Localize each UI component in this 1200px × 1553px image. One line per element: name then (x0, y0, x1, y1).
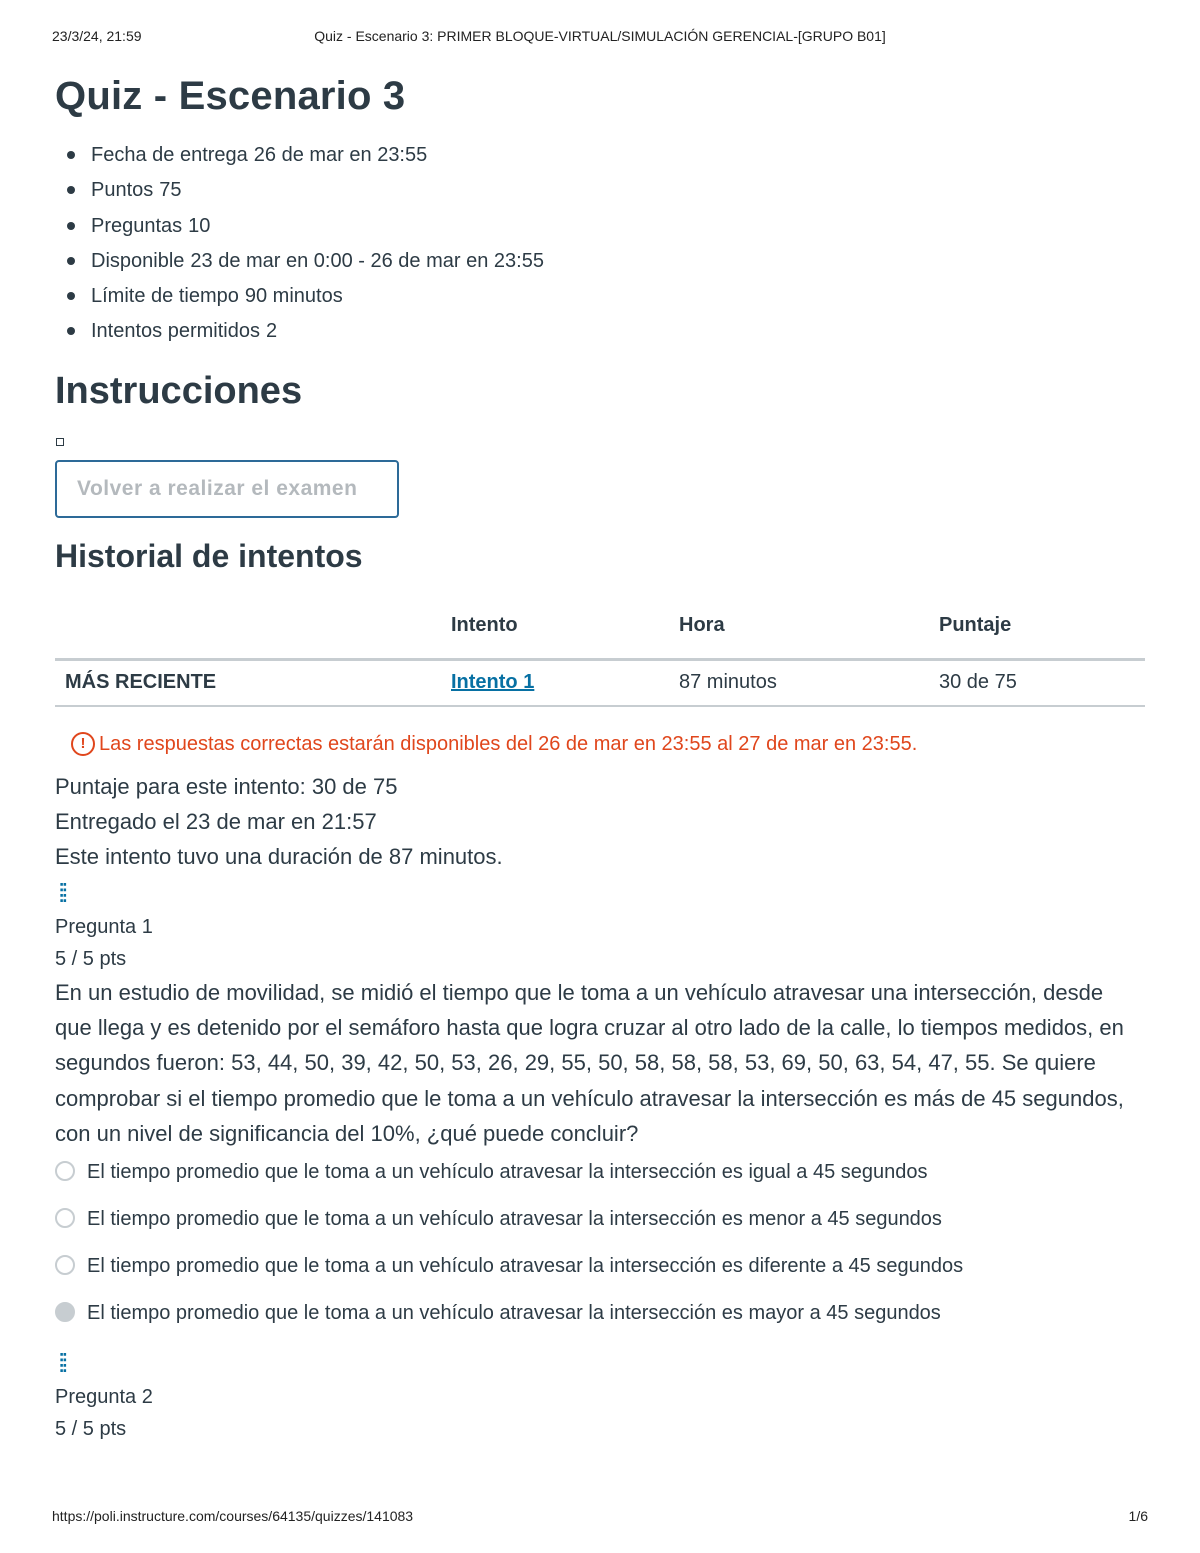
duration-text: Este intento tuvo una duración de 87 minutos. (55, 844, 503, 870)
detail-points (55, 175, 1145, 210)
column-header-score: Puntaje (939, 608, 1145, 660)
question-title: Pregunta 1 (55, 915, 153, 938)
square-icon (56, 438, 64, 446)
radio-button[interactable] (55, 1255, 75, 1275)
attempt-cell (451, 659, 679, 706)
answer-list (55, 1157, 1145, 1345)
quiz-details-list (55, 140, 1145, 352)
detail-label: Disponible (91, 249, 185, 272)
attempt-history-heading: Historial de intentos (55, 537, 363, 574)
detail-value: 26 de mar en 23:55 (253, 144, 428, 166)
column-header-attempt: Intento (451, 608, 679, 660)
answer-text: El tiempo promedio que le toma a un vehículo atravesar la intersección es mayor a 45 segundos (87, 1302, 941, 1325)
submitted-text: Entregado el 23 de mar en 21:57 (55, 809, 377, 835)
column-header-blank (55, 608, 451, 660)
question-text: En un estudio de movilidad, se midió el tiempo que le toma a un vehículo atravesar una intersección, desde que llega y es detenido por el semáforo hasta que logra cruzar al otro lado de la calle, lo tiempos medidos, en segundos fueron: 53, 44, 50, 39, 42, 50, 53, 26, 29, 55, 50, 58, 58, 58, 53, 69, 50, 63, 54, 47, 55. Se quiere comprobar si el tiempo promedio que le toma a un vehículo atravesar la intersección es más de 45 segundos, con un nivel de significancia del 10%, ¿qué puede concluir? (55, 979, 1124, 1146)
print-url: https://poli.instructure.com/courses/64135/quizzes/141083 (52, 1508, 414, 1524)
detail-value: 2 (265, 320, 278, 343)
print-header (0, 28, 1200, 48)
detail-questions (55, 211, 1145, 246)
print-page-number: 1/6 (1128, 1508, 1148, 1524)
answer-text: El tiempo promedio que le toma a un vehículo atravesar la intersección es diferente a 45 segundos (87, 1255, 964, 1278)
detail-value: 10 (188, 214, 211, 237)
attempt-time: 87 minutos (679, 659, 939, 706)
detail-due-date (55, 140, 1145, 175)
attempt-link[interactable]: Intento 1 (451, 671, 535, 694)
answer-text: El tiempo promedio que le toma a un vehículo atravesar la intersección es igual a 45 segundos (87, 1161, 928, 1184)
page-title: Quiz - Escenario 3 (55, 74, 406, 118)
notice-text: Las respuestas correctas estarán disponibles del 26 de mar en 23:55 al 27 de mar en 23:55. (99, 732, 918, 755)
detail-label: Puntos (91, 179, 154, 202)
drag-handle-icon[interactable]: ⁞⁞ (58, 1348, 65, 1379)
detail-value: 90 minutos (244, 285, 343, 308)
table-header-row (55, 608, 1145, 660)
exclamation-circle-icon: ! (71, 732, 95, 756)
print-date: 23/3/24, 21:59 (52, 28, 142, 44)
attempt-history-table (55, 608, 1145, 707)
attempt-score: 30 de 75 (939, 659, 1145, 706)
detail-label: Fecha de entrega (91, 144, 248, 166)
latest-label: MÁS RECIENTE (55, 659, 451, 706)
question-title: Pregunta 2 (55, 1386, 153, 1409)
instructions-heading: Instrucciones (55, 369, 303, 412)
detail-time-limit (55, 281, 1145, 316)
question-points: 5 / 5 pts (55, 947, 127, 970)
answer-option[interactable] (55, 1157, 1145, 1204)
radio-button[interactable] (55, 1208, 75, 1228)
answer-option[interactable] (55, 1251, 1145, 1298)
radio-button[interactable] (55, 1161, 75, 1181)
answer-option-selected[interactable] (55, 1298, 1145, 1345)
table-row (55, 659, 1145, 706)
answer-option[interactable] (55, 1204, 1145, 1251)
retake-quiz-button[interactable]: Volver a realizar el examen (55, 460, 399, 518)
detail-label: Límite de tiempo (91, 285, 239, 308)
attempt-score-text: Puntaje para este intento: 30 de 75 (55, 773, 398, 799)
detail-label: Preguntas (91, 214, 183, 237)
detail-available (55, 246, 1145, 281)
radio-button-selected[interactable] (55, 1302, 75, 1322)
column-header-time: Hora (679, 608, 939, 660)
attempt-summary (55, 769, 1145, 875)
detail-value: 75 (159, 179, 182, 202)
answer-text: El tiempo promedio que le toma a un vehículo atravesar la intersección es menor a 45 segundos (87, 1208, 942, 1231)
detail-value: 23 de mar en 0:00 - 26 de mar en 23:55 (190, 249, 544, 272)
drag-handle-icon[interactable]: ⁞⁞ (58, 877, 65, 908)
quiz-content (55, 70, 1145, 1445)
detail-allowed-attempts (55, 316, 1145, 351)
question-points: 5 / 5 pts (55, 1418, 127, 1441)
print-document-title: Quiz - Escenario 3: PRIMER BLOQUE-VIRTUAL/SIMULACIÓN GERENCIAL-[GRUPO B01] (314, 28, 886, 44)
detail-label: Intentos permitidos (91, 320, 260, 343)
answers-availability-notice (55, 729, 1145, 759)
